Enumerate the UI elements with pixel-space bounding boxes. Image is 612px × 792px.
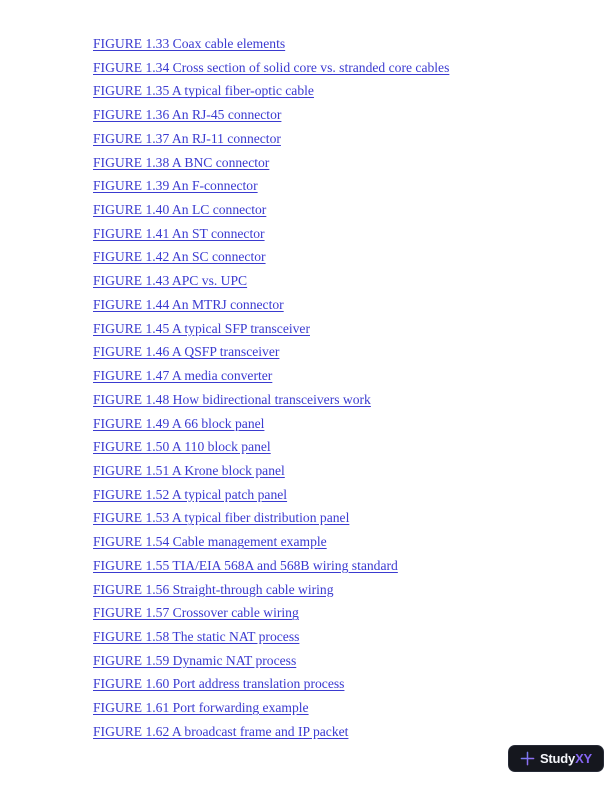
figure-list-row — [93, 720, 592, 744]
figure-list-row — [93, 412, 592, 436]
figure-list-row — [93, 198, 592, 222]
figure-link[interactable]: FIGURE 1.57 Crossover cable wiring — [93, 605, 299, 621]
figure-link[interactable]: FIGURE 1.33 Coax cable elements — [93, 36, 286, 51]
figure-link[interactable]: FIGURE 1.56 Straight-through cable wiring — [93, 581, 334, 597]
figure-link[interactable]: FIGURE 1.38 A BNC connector — [93, 154, 270, 170]
figure-list-row — [93, 530, 592, 554]
figure-link[interactable]: FIGURE 1.40 An LC connector — [93, 202, 267, 218]
figure-list-row — [93, 554, 592, 578]
figure-link[interactable]: FIGURE 1.60 Port address translation process — [93, 676, 345, 692]
figure-list-row — [93, 103, 592, 127]
figure-list-row — [93, 625, 592, 649]
figure-link[interactable]: FIGURE 1.58 The static NAT process — [93, 628, 300, 644]
figure-link[interactable]: FIGURE 1.61 Port forwarding example — [93, 700, 309, 716]
figure-list-row — [93, 269, 592, 293]
figure-list-row — [93, 222, 592, 246]
figure-link[interactable]: FIGURE 1.47 A media converter — [93, 368, 273, 384]
figure-list-row — [93, 79, 592, 103]
figure-list-row — [93, 435, 592, 459]
figure-link[interactable]: FIGURE 1.36 An RJ-45 connector — [93, 107, 282, 123]
figure-link[interactable]: FIGURE 1.51 A Krone block panel — [93, 462, 285, 478]
figure-link[interactable]: FIGURE 1.50 A 110 block panel — [93, 439, 271, 455]
figure-list-row — [93, 151, 592, 175]
studyxy-wordmark — [540, 751, 592, 766]
figure-list-row — [93, 601, 592, 625]
figure-link[interactable]: FIGURE 1.34 Cross section of solid core vs. stranded core cables — [93, 59, 450, 75]
figure-list-row — [93, 245, 592, 269]
figure-list-row — [93, 32, 592, 56]
figure-link[interactable]: FIGURE 1.48 How bidirectional transceivers work — [93, 391, 371, 407]
figure-link[interactable]: FIGURE 1.55 TIA/EIA 568A and 568B wiring standard — [93, 557, 398, 573]
figure-link[interactable]: FIGURE 1.62 A broadcast frame and IP packet — [93, 723, 349, 739]
figure-list-row — [93, 340, 592, 364]
figure-link[interactable]: FIGURE 1.35 A typical fiber-optic cable — [93, 83, 314, 99]
figure-link[interactable]: FIGURE 1.49 A 66 block panel — [93, 415, 265, 431]
figure-link-list — [93, 32, 592, 744]
figure-link[interactable]: FIGURE 1.46 A QSFP transceiver — [93, 344, 280, 360]
figure-list-row — [93, 483, 592, 507]
figure-list-row — [93, 672, 592, 696]
figure-link[interactable]: FIGURE 1.44 An MTRJ connector — [93, 296, 284, 312]
figure-link[interactable]: FIGURE 1.43 APC vs. UPC — [93, 273, 248, 289]
figure-list-row — [93, 578, 592, 602]
figure-list-row — [93, 506, 592, 530]
figure-list-row — [93, 56, 592, 80]
brand-study-text: Study — [539, 751, 576, 766]
figure-list-row — [93, 317, 592, 341]
figure-list-row — [93, 459, 592, 483]
figure-list-row — [93, 364, 592, 388]
figure-link[interactable]: FIGURE 1.53 A typical fiber distribution panel — [93, 510, 350, 526]
figure-link[interactable]: FIGURE 1.52 A typical patch panel — [93, 486, 288, 502]
figure-list-row — [93, 127, 592, 151]
studyxy-badge[interactable] — [508, 745, 604, 772]
brand-xy-text: XY — [575, 751, 593, 766]
figure-link[interactable]: FIGURE 1.42 An SC connector — [93, 249, 266, 265]
figure-link[interactable]: FIGURE 1.45 A typical SFP transceiver — [93, 320, 310, 336]
figure-link[interactable]: FIGURE 1.41 An ST connector — [93, 225, 265, 241]
figure-link[interactable]: FIGURE 1.37 An RJ-11 connector — [93, 130, 281, 146]
figure-list-row — [93, 388, 592, 412]
figure-link[interactable]: FIGURE 1.54 Cable management example — [93, 534, 327, 550]
figure-list-row — [93, 649, 592, 673]
figure-list-row — [93, 174, 592, 198]
plus-icon — [520, 751, 535, 766]
figure-link[interactable]: FIGURE 1.59 Dynamic NAT process — [93, 652, 297, 668]
figure-link[interactable]: FIGURE 1.39 An F-connector — [93, 178, 258, 194]
figure-list-row — [93, 293, 592, 317]
figure-list-row — [93, 696, 592, 720]
